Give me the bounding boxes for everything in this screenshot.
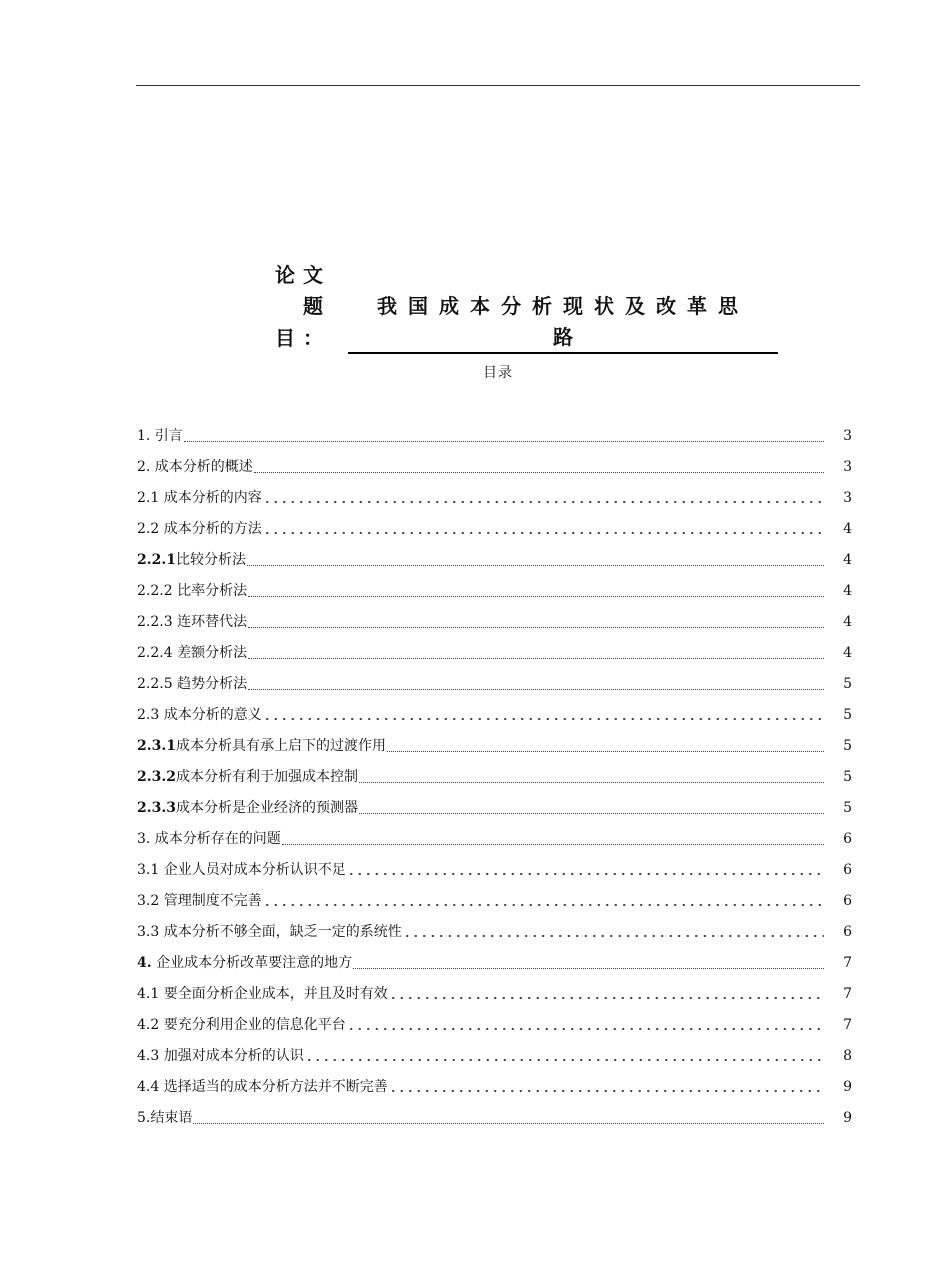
toc-entry[interactable] — [137, 606, 852, 637]
toc-page-number: 5 — [843, 675, 852, 692]
toc-entry-label — [137, 894, 262, 908]
toc-dot-leader — [305, 1050, 824, 1062]
toc-page-number: 3 — [843, 427, 852, 444]
toc-page-number: 4 — [843, 644, 852, 661]
toc-entry-number: 4.1 — [137, 985, 160, 1002]
toc-entry[interactable] — [137, 1040, 852, 1071]
toc-dot-leader — [403, 926, 824, 938]
toc-entry[interactable] — [137, 451, 852, 482]
toc-heading: 目录 — [483, 365, 513, 381]
toc-entry-text: 企业成本分析改革要注意的地方 — [151, 954, 353, 971]
toc-entry-number: 4.2 — [137, 1016, 160, 1033]
toc-entry[interactable] — [137, 885, 852, 916]
toc-entry-label — [137, 553, 246, 567]
toc-dot-leader — [254, 460, 824, 473]
toc-entry[interactable] — [137, 1009, 852, 1040]
toc-entry-label — [137, 863, 346, 877]
toc-entry[interactable] — [137, 854, 852, 885]
toc-page-number: 5 — [843, 799, 852, 816]
toc-page-number: 4 — [843, 520, 852, 537]
toc-entry[interactable] — [137, 761, 852, 792]
label-char: ： — [303, 326, 323, 350]
toc-dot-leader — [248, 646, 824, 659]
toc-entry-number: 3.2 — [137, 892, 160, 909]
toc-entry-label — [137, 770, 358, 784]
toc-dot-leader — [248, 677, 824, 690]
toc-entry-label — [137, 491, 262, 505]
title-underline — [348, 352, 778, 354]
toc-entry-number: 2.3.2 — [137, 768, 176, 785]
toc-entry[interactable] — [137, 544, 852, 575]
toc-entry[interactable] — [137, 1071, 852, 1102]
toc-page-number: 5 — [843, 768, 852, 785]
toc-page-number: 4 — [843, 613, 852, 630]
thesis-title-continued: 路 — [553, 325, 573, 349]
toc-entry[interactable] — [137, 420, 852, 451]
toc-entry-number: 3. — [137, 830, 151, 847]
toc-entry-number: 5. — [137, 1109, 151, 1126]
toc-entry-number: 2.2.1 — [137, 551, 176, 568]
toc-entry[interactable] — [137, 978, 852, 1009]
toc-entry-text: 比率分析法 — [172, 582, 248, 599]
toc-page-number: 5 — [843, 706, 852, 723]
toc-dot-leader — [263, 523, 824, 535]
toc-page-number: 7 — [843, 954, 852, 971]
toc-entry-label — [137, 615, 247, 629]
toc-entry-label — [137, 677, 247, 691]
label-char: 题 — [303, 294, 323, 318]
toc-dot-leader — [353, 956, 824, 969]
toc-entry-text: 成本分析的方法 — [159, 520, 262, 537]
toc-entry-text: 管理制度不完善 — [159, 892, 262, 909]
toc-entry[interactable] — [137, 792, 852, 823]
toc-entry-number: 3.3 — [137, 923, 160, 940]
toc-page-number: 9 — [843, 1078, 852, 1095]
toc-entry[interactable] — [137, 699, 852, 730]
toc-entry[interactable] — [137, 482, 852, 513]
toc-entry-text: 成本分析的意义 — [159, 706, 262, 723]
toc-entry-text: 要全面分析企业成本，并且及时有效 — [159, 985, 388, 1002]
label-char: 目 — [275, 326, 295, 350]
toc-page-number: 6 — [843, 861, 852, 878]
toc-page-number: 4 — [843, 582, 852, 599]
thesis-label-line3 — [271, 328, 327, 348]
toc-entry-number: 4.3 — [137, 1047, 160, 1064]
toc-entry-number: 2.2.5 — [137, 675, 173, 692]
toc-entry-label — [137, 1049, 304, 1063]
toc-dot-leader — [193, 1111, 824, 1124]
toc-entry[interactable] — [137, 668, 852, 699]
toc-entry-number: 2.3.1 — [137, 737, 176, 754]
toc-entry-text: 连环替代法 — [172, 613, 248, 630]
toc-entry[interactable] — [137, 947, 852, 978]
toc-page-number: 7 — [843, 985, 852, 1002]
toc-dot-leader — [387, 739, 824, 752]
toc-entry-text: 引言 — [150, 427, 183, 444]
toc-dot-leader — [248, 615, 824, 628]
toc-entry-text: 成本分析存在的问题 — [150, 830, 281, 847]
toc-entry-text: 趋势分析法 — [172, 675, 248, 692]
toc-entry[interactable] — [137, 916, 852, 947]
toc-entry[interactable] — [137, 637, 852, 668]
toc-dot-leader — [347, 1019, 824, 1031]
toc-entry-label — [137, 956, 352, 970]
toc-dot-leader — [247, 553, 824, 566]
thesis-title: 我国成本分析现状及改革思 — [377, 294, 749, 318]
toc-entry-text: 加强对成本分析的认识 — [159, 1047, 304, 1064]
toc-entry-number: 2.3 — [137, 706, 160, 723]
toc-page-number: 6 — [843, 830, 852, 847]
toc-dot-leader — [263, 709, 824, 721]
toc-entry[interactable] — [137, 513, 852, 544]
toc-entry[interactable] — [137, 575, 852, 606]
toc-entry-text: 成本分析不够全面，缺乏一定的系统性 — [159, 923, 402, 940]
header-rule — [136, 85, 860, 86]
toc-entry-text: 要充分利用企业的信息化平台 — [159, 1016, 346, 1033]
toc-page-number: 5 — [843, 737, 852, 754]
toc-page-number: 6 — [843, 923, 852, 940]
toc-entry-text: 成本分析有利于加强成本控制 — [175, 768, 358, 785]
toc-dot-leader — [389, 988, 824, 1000]
toc-dot-leader — [347, 864, 824, 876]
toc-page-number: 4 — [843, 551, 852, 568]
toc-entry-label — [137, 584, 247, 598]
toc-dot-leader — [248, 584, 824, 597]
toc-entry-number: 2.2.3 — [137, 613, 173, 630]
toc-entry-text: 成本分析的概述 — [150, 458, 253, 475]
toc-page-number: 9 — [843, 1109, 852, 1126]
toc-entry[interactable] — [137, 730, 852, 761]
toc-dot-leader — [389, 1081, 824, 1093]
toc-entry-label — [137, 801, 358, 815]
thesis-label-line1 — [271, 265, 327, 285]
toc-page-number: 3 — [843, 458, 852, 475]
toc-entry-number: 3.1 — [137, 861, 160, 878]
toc-dot-leader — [359, 770, 824, 783]
toc-entry-number: 2.2.2 — [137, 582, 173, 599]
toc-entry-number: 2. — [137, 458, 151, 475]
toc-entry-label — [137, 925, 402, 939]
label-char: 论 — [275, 263, 295, 287]
toc-entry-text: 成本分析的内容 — [159, 489, 262, 506]
toc-entry-text: 成本分析具有承上启下的过渡作用 — [175, 737, 386, 754]
toc-entry-label — [137, 1111, 192, 1125]
label-char: 文 — [303, 263, 323, 287]
toc-entry-number: 2.1 — [137, 489, 160, 506]
toc-dot-leader — [263, 895, 824, 907]
toc-page-number: 3 — [843, 489, 852, 506]
toc-entry-text: 企业人员对成本分析认识不足 — [159, 861, 346, 878]
toc-entry-number: 2.2 — [137, 520, 160, 537]
toc-entry-label — [137, 460, 253, 474]
toc-entry-text: 选择适当的成本分析方法并不断完善 — [159, 1078, 388, 1095]
toc-entry-number: 1. — [137, 427, 151, 444]
table-of-contents — [137, 420, 852, 1133]
toc-entry[interactable] — [137, 1102, 852, 1133]
toc-entry-label — [137, 1018, 346, 1032]
toc-entry-text: 成本分析是企业经济的预测器 — [175, 799, 358, 816]
toc-entry-label — [137, 429, 183, 443]
toc-entry-number: 2.3.3 — [137, 799, 176, 816]
toc-dot-leader — [263, 492, 824, 504]
toc-dot-leader — [359, 801, 824, 814]
toc-page-number: 7 — [843, 1016, 852, 1033]
toc-entry-label — [137, 708, 262, 722]
toc-entry-text: 比较分析法 — [175, 551, 246, 568]
toc-entry-label — [137, 646, 247, 660]
toc-entry-number: 4. — [137, 954, 152, 971]
toc-entry-label — [137, 739, 386, 753]
toc-entry-number: 2.2.4 — [137, 644, 173, 661]
toc-entry-label — [137, 987, 388, 1001]
toc-dot-leader — [184, 429, 824, 442]
toc-entry-label — [137, 522, 262, 536]
toc-entry-label — [137, 832, 281, 846]
toc-entry-text: 结束语 — [150, 1109, 193, 1126]
toc-entry-text: 差额分析法 — [172, 644, 248, 661]
toc-page-number: 8 — [843, 1047, 852, 1064]
toc-dot-leader — [282, 832, 824, 845]
toc-entry[interactable] — [137, 823, 852, 854]
toc-entry-label — [137, 1080, 388, 1094]
toc-page-number: 6 — [843, 892, 852, 909]
toc-entry-number: 4.4 — [137, 1078, 160, 1095]
thesis-label-line2 — [271, 296, 327, 316]
